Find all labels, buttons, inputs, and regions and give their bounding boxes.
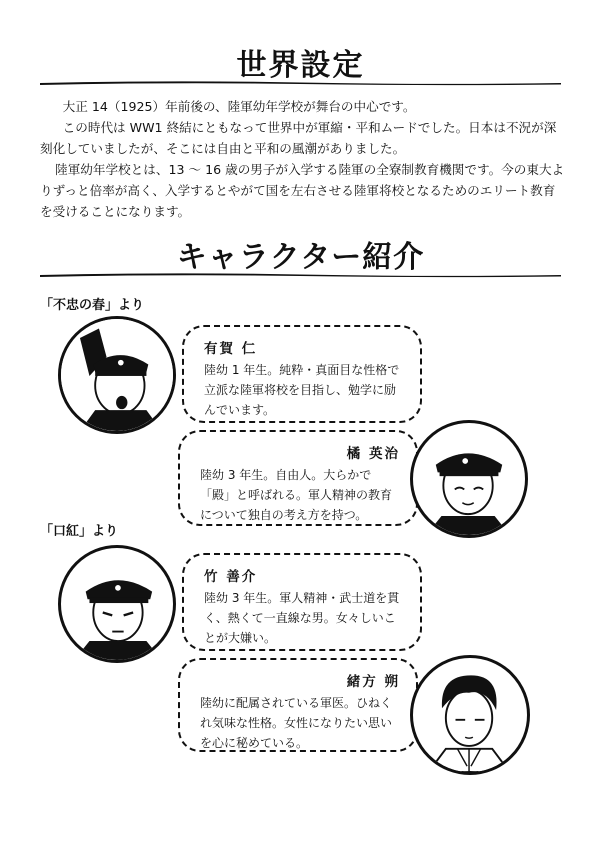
source-label: 「不忠の春」より [40,298,145,313]
character-name: 緒方 朔 [346,674,400,690]
world-setting-body [40,96,565,222]
character-portrait [58,316,176,434]
character-card [178,658,418,752]
character-description: 陸幼 3 年生。軍人精神・武士道を貫く、熱くて一直線な男。女々しいことが大嫌い。 [204,591,400,645]
character-name: 橘 英治 [346,446,400,462]
brush-divider [40,80,561,86]
character-card [178,430,418,526]
character-portrait [58,545,176,663]
character-description: 陸幼に配属されている軍医。ひねくれ気味な性格。女性になりたい思いを心に秘めている。 [200,696,393,750]
brush-divider [40,272,561,278]
paragraph: 大正 14（1925）年前後の、陸軍幼年学校が舞台の中心です。 [62,99,416,114]
character-card [182,553,422,651]
character-card [182,325,422,423]
character-name: 竹 善介 [204,569,258,585]
paragraph: 陸軍幼年学校とは、13 ～ 16 歳の男子が入学する陸軍の全寮制教育機関です。今の東大よりずっと倍率が高く、入学するとやがて国を左右させる陸軍将校となるためのエリート教育を受けることになります。 [40,162,565,219]
character-portrait [410,655,530,775]
character-intro-title: キャラクター紹介 [176,240,425,275]
character-description: 陸幼 1 年生。純粋・真面目な性格で立派な陸軍将校を目指し、勉学に励んでいます。 [204,363,400,417]
character-portrait [410,420,528,538]
character-name: 有賀 仁 [204,341,258,357]
character-description: 陸幼 3 年生。自由人。大らかで「殿」と呼ばれる。軍人精神の教育について独自の考え方を持つ。 [200,468,393,522]
source-label: 「口紅」より [40,524,119,539]
paragraph: この時代は WW1 終結にともなって世界中が軍縮・平和ムードでした。日本は不況が深刻化していましたが、そこには自由と平和の風潮がありました。 [40,120,557,156]
world-setting-title: 世界設定 [236,48,365,83]
